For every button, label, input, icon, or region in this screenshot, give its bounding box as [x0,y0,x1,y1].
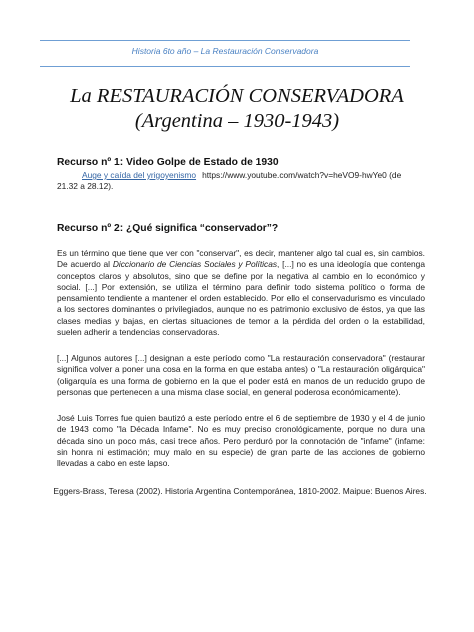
video-link[interactable]: Auge y caída del yrigoyenismo [82,170,197,180]
paragraph-definition [57,248,425,338]
document-subtitle: (Argentina – 1930-1943) [134,110,340,132]
paragraph-restauracion: [...] Algunos autores [...] designan a este período como "La restauración conservadora" (restaurar significa volver a poner una cosa en la forma en que estaba antes) o "La restauración oligárquica" (oligarquía es una forma de gobierno en la que el poder está en manos de un reducido grupo de personas que pertenecen a una misma clase social, en general poderosa económicamente). [57,353,425,397]
paragraph-definition-rest: , [...] no es una ideología que contenga conceptos claros y absolutos, sino que se define por la negativa al cambio en lo económico y social. [...] Por extensión, se utiliza el término para definir todo sistema político o forma de pensamiento tendiente a mantener el orden establecido. Por ello el conservadurismo es vinculado a los sectores dominantes o privilegiados, aunque no es patrimonio exclusivo de éstos, ya que las clases medias y bajas, en ciertas situaciones de temor a la pérdida del orden o la estabilidad, suelen adherir a tendencias conservadoras. [57,259,425,338]
header-rule-bottom [40,66,410,67]
document-title: La RESTAURACIÓN CONSERVADORA [70,85,404,107]
recurso1-link-line [57,170,425,181]
dictionary-title: Diccionario de Ciencias Sociales y Políticas [112,259,278,270]
video-url: https://www.youtube.com/watch?v=heVO9-hwYe0 (de [202,170,402,180]
paragraph-definition-start: Es un término que tiene que ver con "conservar", es decir, mantener algo tal cual es, sin cambios. De acuerdo al [57,248,425,270]
video-timestamp: 21.32 a 28.12). [57,181,114,191]
citation: Eggers-Brass, Teresa (2002). Historia Argentina Contemporánea, 1810-2002. Maipue: Buenos Aires. [53,486,427,496]
running-header: Historia 6to año – La Restauración Conservadora [131,46,319,56]
paragraph-decada-infame: José Luis Torres fue quien bautizó a este período entre el 6 de septiembre de 1930 y el 4 de junio de 1943 como "la Década Infame". No es muy preciso cronológicamente, porque no dura una década sino un poco más, casi trece años. Pero perduró por la connotación de "infame" (infame: sin honra ni estimación; muy malo en su especie) de gran parte de las acciones de gobierno llevadas a cabo en este lapso. [57,413,425,469]
recurso2-heading: Recurso nº 2: ¿Qué significa “conservador”? [57,223,279,234]
recurso1-heading: Recurso nº 1: Video Golpe de Estado de 1930 [57,157,279,168]
header-rule-top [40,40,410,41]
